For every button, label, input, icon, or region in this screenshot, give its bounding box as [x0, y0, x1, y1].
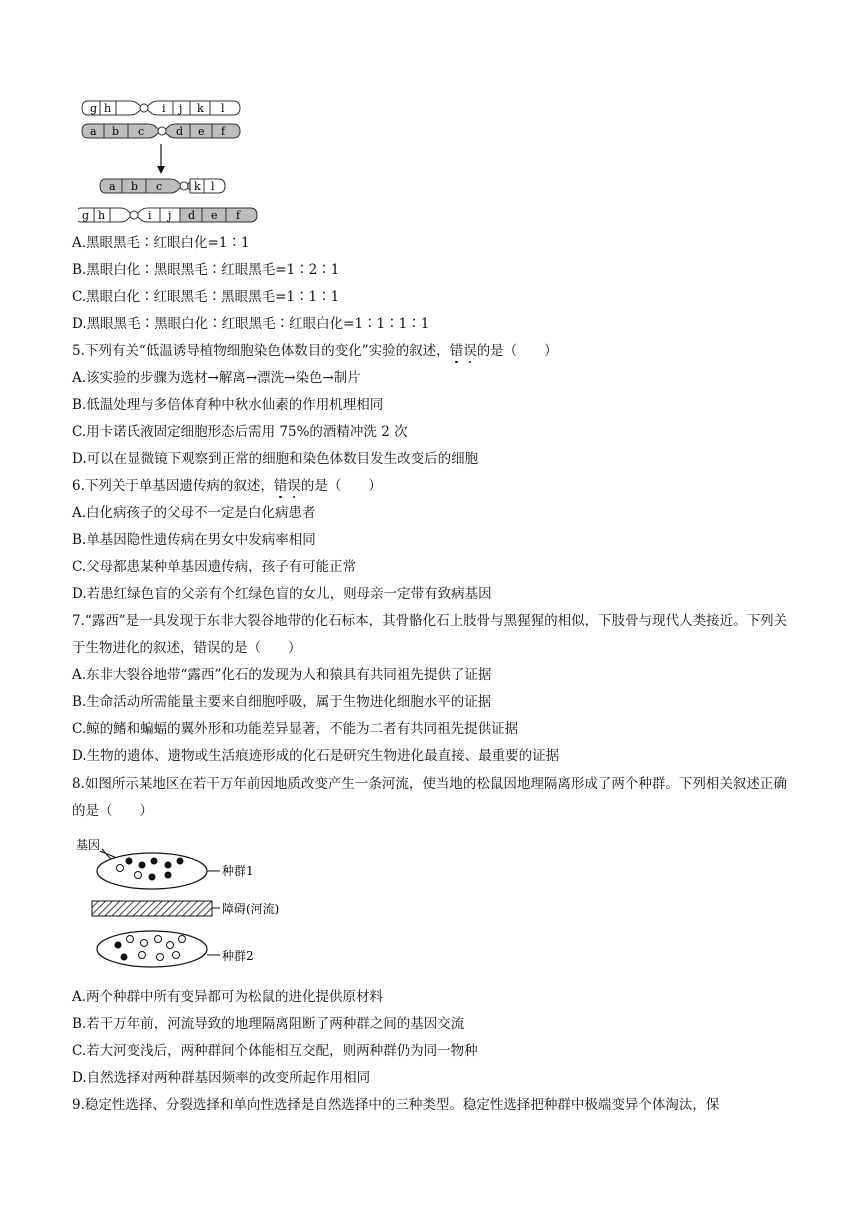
q5-option-b: B.低温处理与多倍体育种中秋水仙素的作用机理相同	[72, 397, 384, 413]
q4-option-c: C.黑眼白化∶红眼黑毛∶黑眼黑毛=1∶1∶1	[72, 289, 340, 305]
q8-option-b: B.若干万年前，河流导致的地理隔离阻断了两种群之间的基因交流	[72, 1016, 465, 1032]
gene-h: h	[104, 102, 112, 115]
chromosome-ghijdef	[78, 208, 257, 222]
q8-option-d: D.自然选择对两种群基因频率的改变所起作用相同	[72, 1070, 371, 1086]
gene-f: f	[221, 125, 226, 138]
gene-k: k	[197, 102, 204, 115]
gene-g: g	[90, 102, 98, 115]
q7-option-d: D.生物的遗体、遗物或生活痕迹形成的化石是研究生物进化最直接、最重要的证据	[72, 748, 560, 764]
q9-stem: 9.稳定性选择、分裂选择和单向性选择是自然选择中的三种类型。稳定性选择把种群中极端变异个体淘汰，保	[72, 1097, 720, 1113]
q8-option-a: A.两个种群中所有变异都可为松鼠的进化提供原材料	[72, 989, 384, 1005]
population-2-label: 种群2	[222, 949, 254, 963]
gene-e: e	[198, 125, 205, 138]
chromosome-abckl	[100, 179, 225, 193]
gene-g-result: g	[82, 209, 90, 222]
q8-option-c: C.若大河变浅后，两种群间个体能相互交配，则两种群仍为同一物种	[72, 1043, 478, 1059]
gene-c-result: c	[156, 180, 163, 193]
q4-option-d: D.黑眼黑毛∶黑眼白化∶红眼黑毛∶红眼白化=1∶1∶1∶1	[72, 316, 430, 332]
gene-h-result: h	[98, 209, 106, 222]
gene-j: j	[179, 102, 183, 115]
q6-option-a: A.白化病孩子的父母不一定是白化病患者	[72, 505, 316, 521]
q7-option-b: B.生命活动所需能量主要来自细胞呼吸，属于生物进化细胞水平的证据	[72, 694, 492, 710]
gene-i: i	[162, 102, 166, 115]
q4-option-b: B.黑眼白化∶黑眼黑毛∶红眼黑毛=1∶2∶1	[72, 262, 340, 278]
gene-j-result: j	[168, 209, 172, 222]
emphasis-char: 错	[273, 478, 288, 494]
q7-option-c: C.鲸的鳍和蝙蝠的翼外形和功能差异显著，不能为二者有共同祖先提供证据	[72, 721, 519, 737]
q6-option-d: D.若患红绿色盲的父亲有个红绿色盲的女儿，则母亲一定带有致病基因	[72, 586, 492, 602]
q7-option-a: A.东非大裂谷地带“露西”化石的发现为人和猿具有共同祖先提供了证据	[72, 667, 492, 683]
q6-option-c: C.父母都患某种单基因遗传病，孩子有可能正常	[72, 559, 357, 575]
q8-stem: 8.如图所示某地区在若干万年前因地质改变产生一条河流，使当地的松鼠因地理隔离形成了两个种群。下列相关叙述正确的是（ ）	[72, 776, 787, 819]
gene-k-result: k	[194, 180, 201, 193]
gene-i-result: i	[148, 209, 152, 222]
gene-b: b	[112, 125, 120, 138]
emphasis-char: 误	[463, 343, 477, 359]
chromosome-abcdef	[82, 124, 240, 138]
q7-stem: 7.“露西”是一具发现于东非大裂谷地带的化石标本，其骨骼化石上肢骨与黑猩猩的相似，下肢骨与现代人类接近。下列关于生物进化的叙述，错误的是（ ）	[72, 613, 788, 656]
population-1-ellipse	[97, 853, 207, 889]
q5-option-c: C.用卡诺氏液固定细胞形态后需用 75%的酒精冲洗 2 次	[72, 424, 408, 440]
gene-c: c	[138, 125, 145, 138]
gene-a-result: a	[109, 180, 116, 193]
population-isolation-figure	[72, 835, 292, 975]
gene-f-result: f	[236, 209, 241, 222]
q6-option-b: B.单基因隐性遗传病在男女中发病率相同	[72, 532, 316, 548]
q4-option-a: A.黑眼黑毛∶红眼白化=1∶1	[72, 235, 250, 251]
population-1-label: 种群1	[222, 864, 254, 878]
q5-stem: 5.下列有关“低温诱导植物细胞染色体数目的变化”实验的叙述，错误的是（ ）	[72, 343, 558, 359]
river-barrier	[92, 901, 212, 916]
arrow-down-icon	[157, 144, 165, 174]
gene-l-result: l	[211, 180, 215, 193]
gene-b-result: b	[131, 180, 139, 193]
chromosome-translocation-figure	[78, 96, 268, 226]
q6-stem: 6.下列关于单基因遗传病的叙述，错误的是（ ）	[72, 478, 382, 494]
gene-d: d	[176, 125, 184, 138]
emphasis-char: 错	[449, 343, 464, 359]
gene-a: a	[90, 125, 97, 138]
chromosome-ghijkl	[82, 101, 240, 115]
barrier-label: 障碍(河流)	[222, 902, 280, 916]
population-2-ellipse	[97, 931, 207, 967]
q5-option-a: A.该实验的步骤为选材→解离→漂洗→染色→制片	[72, 370, 361, 386]
gene-l: l	[221, 102, 225, 115]
gene-label: 基因	[76, 838, 101, 852]
gene-d-result: d	[188, 209, 196, 222]
q5-option-d: D.可以在显微镜下观察到正常的细胞和染色体数目发生改变后的细胞	[72, 451, 479, 467]
emphasis-char: 误	[287, 478, 301, 494]
gene-e-result: e	[211, 209, 218, 222]
